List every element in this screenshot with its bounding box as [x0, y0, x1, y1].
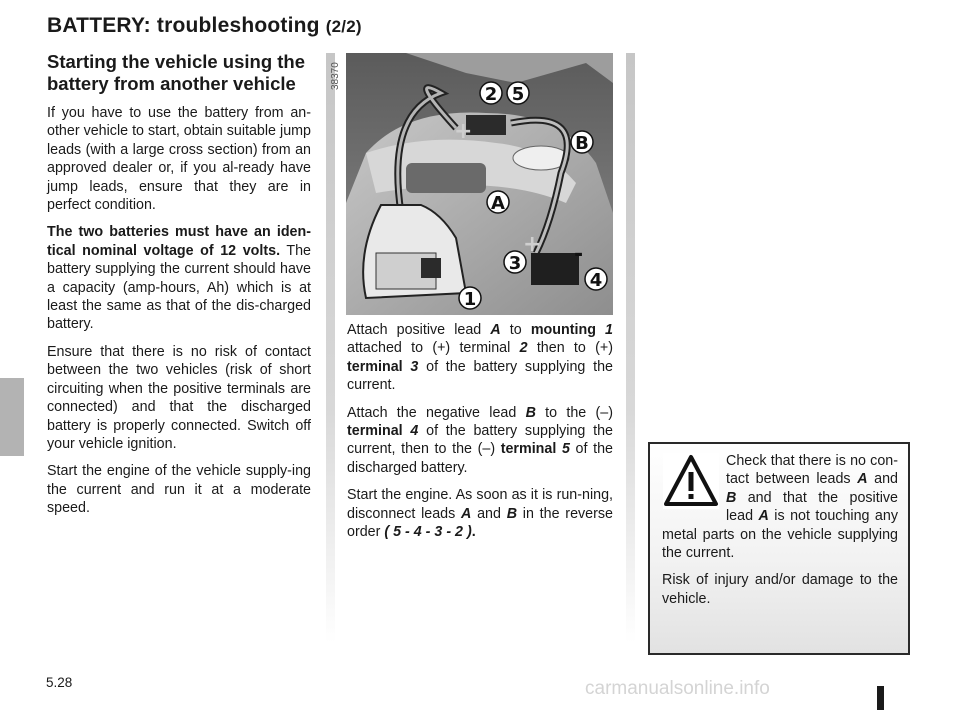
external-battery [531, 253, 579, 285]
text-run: of the battery supplying the current. [347, 358, 613, 394]
page-title-text: BATTERY: troubleshooting [47, 14, 320, 37]
item-ref: 2 [519, 340, 528, 357]
page-title [47, 14, 362, 38]
callout-5 [507, 82, 529, 105]
lead-b-ref: B [726, 489, 737, 506]
left-paragraph-2 [47, 223, 311, 333]
text-run: Check that there is no con-tact between leads [726, 453, 898, 488]
callout-label: 5 [511, 84, 525, 105]
text-run: in the reverse order [347, 505, 613, 541]
text-run: and [867, 471, 899, 488]
warning-box [648, 442, 910, 655]
figure-code: 38370 [330, 62, 341, 90]
plus-sign: + [523, 232, 542, 257]
warning-triangle-icon [662, 452, 720, 510]
left-paragraph-3: Ensure that there is no risk of contact between the two vehicles (risk of short circuiting when the positive terminals are connected) and that the discharged battery is properly connected. Switch off your vehicle ignition. [47, 343, 311, 452]
callout-3 [504, 251, 526, 274]
callout-label: 2 [484, 84, 498, 105]
column-divider-right [626, 53, 635, 643]
text-run: is not touching any metal parts on the vehicle supplying the current. [662, 508, 898, 562]
lead-a-ref: A [461, 505, 472, 522]
instruction-negative-lead [347, 404, 613, 478]
bold-run: terminal [347, 358, 411, 375]
callout-a [487, 191, 509, 214]
inset-clamp [421, 258, 441, 278]
left-paragraph-4: Start the engine of the vehicle supply-ing the current and run it at a moderate speed. [47, 463, 311, 517]
text-run: of the discharged battery. [347, 441, 613, 476]
text-run: to the (–) [535, 404, 613, 421]
item-ref: 4 [410, 423, 419, 440]
section-title: Starting the vehicle using the battery from another vehicle [47, 51, 306, 94]
instruction-positive-lead [347, 321, 613, 395]
text-run: to [500, 322, 531, 338]
callout-b [571, 131, 593, 154]
text-run: and [471, 505, 507, 522]
item-ref: 3 [410, 358, 419, 375]
disconnect-sequence: ( 5 - 4 - 3 - 2 ) [384, 524, 472, 541]
lead-a-ref: A [490, 322, 501, 338]
item-ref: 5 [561, 441, 570, 458]
bold-run: terminal [500, 441, 562, 458]
text-run: Attach positive lead [347, 322, 491, 338]
callout-1 [459, 287, 481, 310]
chapter-tab [0, 378, 24, 456]
instruction-disconnect [347, 486, 613, 541]
callout-2 [480, 82, 502, 105]
text-run: and that the positive lead [726, 489, 898, 525]
left-column [47, 51, 311, 527]
middle-column [347, 321, 613, 550]
lead-b-ref: B [506, 505, 518, 522]
jump-start-illustration [346, 53, 613, 315]
callout-4 [585, 268, 607, 291]
lead-a-ref: A [857, 471, 868, 488]
left-paragraph-1: If you have to use the battery from an-other vehicle to start, obtain suitable jump leads (with a large cross section) from an approved dealer or, if you al-ready have jump leads, ensure that they are in perfect condition. [47, 105, 311, 214]
text-run: Start the engine. As soon as it is run-ning, disconnect leads [347, 487, 613, 522]
text-run: Attach the negative lead [347, 404, 526, 421]
callout-label: 4 [589, 270, 603, 291]
item-ref: 1 [605, 322, 613, 338]
callout-label: 3 [508, 253, 522, 274]
plus-sign: + [454, 119, 473, 144]
bold-run: terminal [347, 423, 411, 440]
callout-label: A [491, 193, 505, 214]
bold-run: mounting [530, 322, 606, 338]
voltage-warning-text: The two batteries must have an iden-tical nominal voltage of 12 volts. [47, 224, 311, 259]
lead-a-ref: A [758, 508, 769, 525]
corner-mark [877, 686, 884, 710]
illustration-svg [346, 53, 613, 315]
column-divider-left [326, 53, 335, 643]
text-run: attached to (+) terminal [347, 340, 520, 357]
warning-paragraph-2: Risk of injury and/or damage to the vehicle. [662, 572, 898, 607]
minus-sign: - [574, 242, 584, 267]
text-run: of the battery supplying the current, then to the (–) [347, 423, 613, 458]
watermark: carmanualsonline.info [585, 678, 770, 699]
lead-b-ref: B [525, 404, 536, 421]
callout-label: 1 [463, 289, 477, 310]
text-run: then to (+) [527, 340, 613, 357]
front-grille [406, 163, 486, 193]
page-number: 5.28 [46, 675, 73, 690]
text-run: . [471, 524, 476, 541]
page-title-suffix: (2/2) [325, 17, 362, 36]
callout-label: B [575, 133, 589, 154]
left-paragraph-2-rest: The battery supplying the current should have a capacity (amp-hours, Ah) which is at least the same as that of the dis-charged battery. [47, 242, 311, 333]
